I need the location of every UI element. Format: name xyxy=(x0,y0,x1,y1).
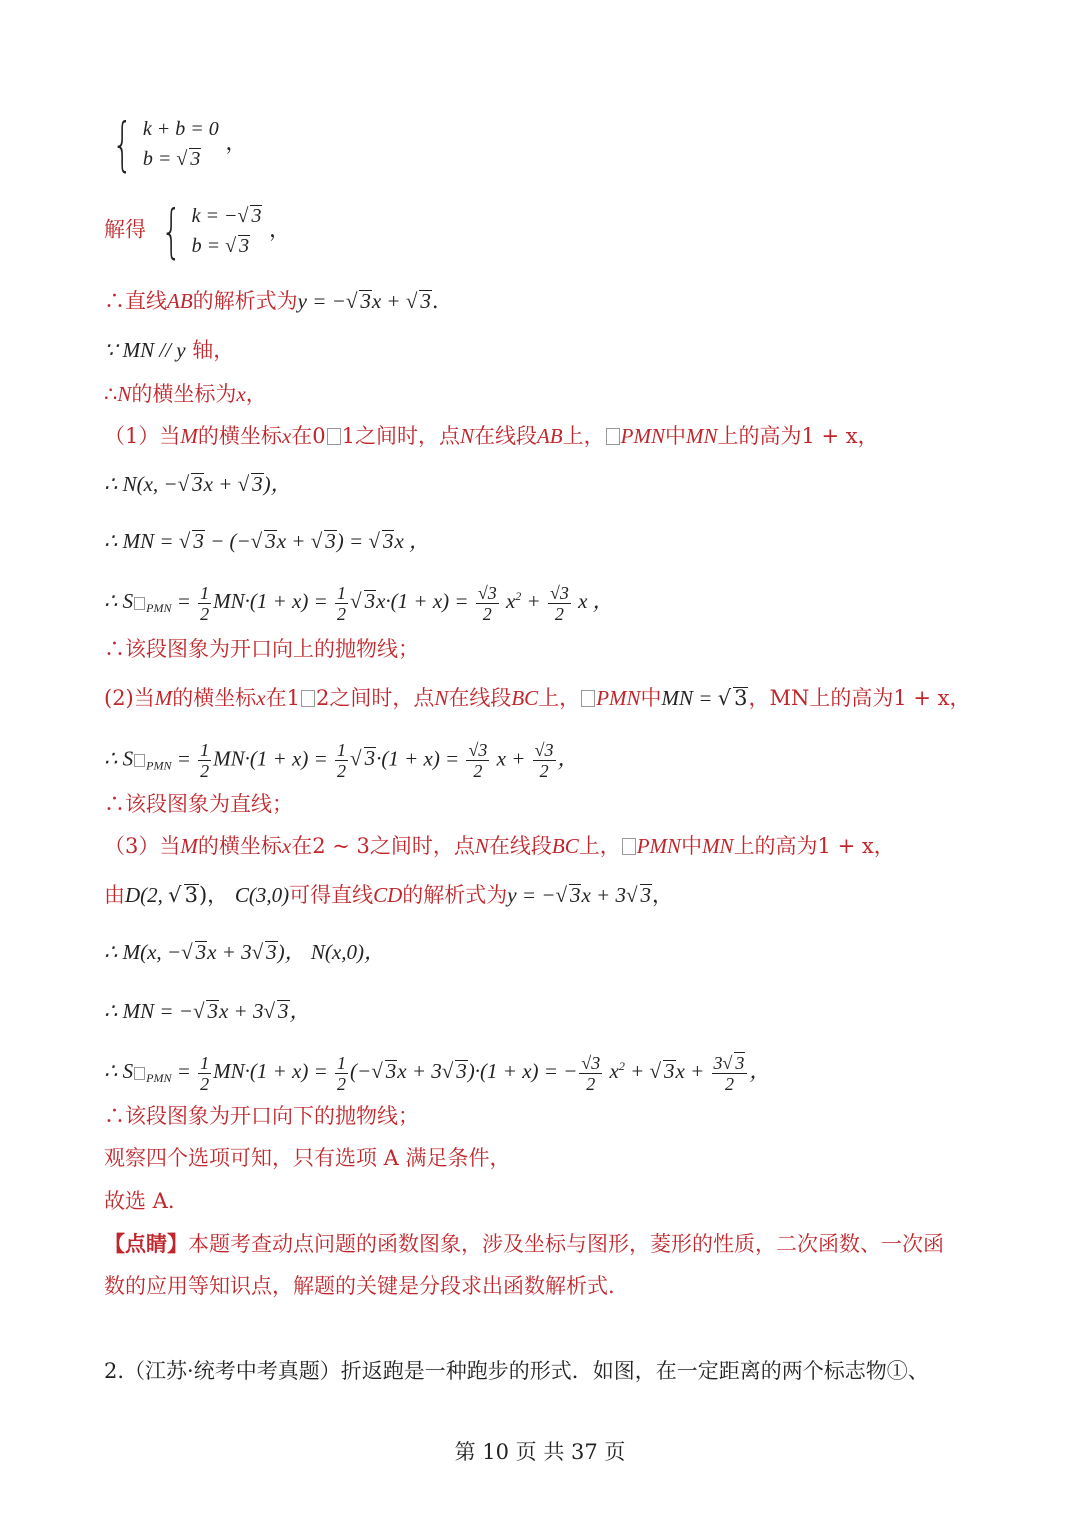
frac-num: 1 xyxy=(337,1052,347,1073)
answer-choice: 故选 A. xyxy=(104,1189,175,1213)
text: 2之间时，点 xyxy=(315,686,435,710)
text: 1之间时，点 xyxy=(341,424,460,448)
math: ∴ S xyxy=(104,589,134,613)
sol-row-2: b = xyxy=(191,235,226,257)
dianjing-line-2: 数的应用等知识点，解题的关键是分段求出函数解析式. xyxy=(104,1274,615,1298)
math: (− xyxy=(350,1059,372,1083)
frac-den: 2 xyxy=(539,761,549,781)
frac-den: 2 xyxy=(724,1074,734,1095)
missing-glyph-icon xyxy=(134,754,145,767)
radicand: 3 xyxy=(265,529,276,553)
subscript: PMN xyxy=(146,601,172,615)
frac-num: 1 xyxy=(200,582,210,603)
math: PMN xyxy=(636,834,682,858)
superscript: 2 xyxy=(515,589,522,603)
frac-num: √3 xyxy=(581,1052,601,1073)
solution-system: 解得 { k = −√ 3 b = √ 3 ， xyxy=(104,197,291,265)
frac-den: 2 xyxy=(473,761,483,781)
radicand: 3 xyxy=(266,940,277,964)
text: (2)当 xyxy=(104,686,155,710)
math: = xyxy=(171,1059,197,1083)
missing-glyph-icon xyxy=(301,690,315,707)
superscript: 2 xyxy=(618,1059,625,1073)
text: 中 xyxy=(640,686,662,710)
math: ∴ M(x, − xyxy=(104,940,182,964)
text: 上的高为1 + x， xyxy=(733,834,895,858)
math: x + xyxy=(491,746,531,771)
frac-num: √3 xyxy=(468,740,488,760)
radicand: 3 xyxy=(664,1059,675,1083)
math: M xyxy=(180,834,198,858)
math: MN·(1 + x) = xyxy=(213,746,334,771)
case-1-heading xyxy=(104,422,879,450)
text: 轴， xyxy=(192,338,235,362)
math: x + 3 xyxy=(581,883,626,907)
missing-glyph-icon xyxy=(581,690,595,707)
punct: ， xyxy=(289,999,311,1023)
case-3-conclusion: ∴该段图象为开口向下的抛物线； xyxy=(104,1104,419,1128)
radicand: 3 xyxy=(184,883,198,907)
math: + xyxy=(624,1059,650,1083)
math: D(2, xyxy=(125,883,169,907)
radicand: 3 xyxy=(456,1059,467,1083)
frac-den: 2 xyxy=(200,603,210,624)
math: N(x,0)， xyxy=(310,940,385,964)
frac-den: 2 xyxy=(554,603,564,624)
text: 在线段 xyxy=(473,424,537,448)
frac-num: 1 xyxy=(200,1052,210,1073)
text: 中 xyxy=(664,424,686,448)
math: x xyxy=(256,686,266,710)
math: MN = xyxy=(661,686,718,710)
math: y = − xyxy=(297,289,346,313)
radicand: 3 xyxy=(252,472,263,496)
case-3-points: ∴ M(x, −√ 3x + 3√ 3)， N(x,0)， xyxy=(104,940,385,964)
math: x·(1 + x) = xyxy=(376,589,474,613)
text: ∴直线 xyxy=(104,289,167,313)
math: )·(1 + x) = − xyxy=(467,1059,578,1083)
radicand: 3 xyxy=(734,686,748,710)
text: 的横坐标 xyxy=(197,424,282,448)
case-3-mn: ∴ MN = −√ 3x + 3√ 3， xyxy=(104,999,311,1023)
math: AB xyxy=(536,424,563,448)
radicand: 3 xyxy=(385,1059,397,1083)
radicand: 3 xyxy=(382,529,394,553)
punct: ， xyxy=(269,217,291,242)
math: N xyxy=(117,382,132,406)
radicand: 3 xyxy=(364,746,376,771)
math: x xyxy=(236,382,246,406)
radicand: 3 xyxy=(640,883,651,907)
math: x xyxy=(281,834,292,858)
math: M xyxy=(154,686,173,710)
dianjing-tag: 【点睛】 xyxy=(104,1231,188,1256)
mn-parallel-y xyxy=(104,336,234,364)
text: （3）当 xyxy=(104,834,181,858)
math: )， xyxy=(198,883,229,907)
math: x + xyxy=(675,1059,710,1083)
math: − (− xyxy=(204,529,251,553)
text: 在线段 xyxy=(488,834,552,858)
frac-num: 1 xyxy=(337,740,347,760)
punct: ， xyxy=(749,1059,771,1083)
text: 由 xyxy=(104,883,125,907)
radicand: 3 xyxy=(569,883,581,907)
missing-glyph-icon xyxy=(622,838,636,855)
math: )， xyxy=(277,940,306,964)
math: AB xyxy=(167,289,193,313)
math: x ， xyxy=(394,529,431,553)
frac-num: √3 xyxy=(549,582,569,603)
math: N xyxy=(474,834,489,858)
math: )， xyxy=(263,472,292,496)
math: y = − xyxy=(507,883,556,907)
case-3-heading xyxy=(104,832,895,860)
radicand: 3 xyxy=(364,589,376,613)
missing-glyph-icon xyxy=(134,1067,145,1080)
n-abscissa xyxy=(104,380,267,408)
line-ab-equation: ∴直线AB的解析式为y = −√ 3x + √ 3. xyxy=(104,289,439,313)
text: 在线段 xyxy=(448,686,512,710)
math: x xyxy=(500,589,516,613)
math: x + 3 xyxy=(218,999,264,1023)
text: 的解析式为 xyxy=(402,883,508,907)
math: x ， xyxy=(572,589,614,613)
sol-row-1: k = − xyxy=(191,205,238,227)
math: ∴ MN = − xyxy=(104,999,193,1023)
case-1-mn: ∴ MN = √ 3 − (−√ 3x + √ 3) = √ 3x ， xyxy=(104,529,431,553)
frac-den: 2 xyxy=(586,1073,596,1094)
math: MN·(1 + x) = xyxy=(213,589,334,613)
punct: ， xyxy=(225,130,247,155)
subscript: PMN xyxy=(146,1071,172,1085)
text: 上， xyxy=(538,686,581,710)
brace-icon: { xyxy=(160,197,182,265)
text: ∴ xyxy=(104,382,118,406)
dianjing-line-1 xyxy=(104,1230,944,1258)
math: ∴ N(x, − xyxy=(104,472,178,496)
brace-icon: { xyxy=(112,110,133,178)
text: 的横坐标 xyxy=(197,834,282,858)
radicand: 3 xyxy=(239,235,250,257)
system-row-2: b = xyxy=(142,148,177,170)
frac-den: 2 xyxy=(200,1073,210,1094)
frac-num: √3 xyxy=(534,740,554,760)
math: x + xyxy=(203,472,238,496)
text: 上， xyxy=(562,424,605,448)
math: ∴ S xyxy=(104,746,134,771)
math: PMN xyxy=(596,686,641,710)
math: BC xyxy=(511,686,539,710)
radicand: 3 xyxy=(195,940,207,964)
case-2-area: ∴ S $_{PMN}$ = $\frac{1}{2}$ MN·(1 + x) = $\frac{1}{2}$ √ 3·(1 + x) = $\frac{√3}{2}$ x + $\frac{√3}{2}$ ， xyxy=(104,740,579,781)
frac-den: 2 xyxy=(200,761,210,781)
math: + xyxy=(521,589,546,613)
frac-den: 2 xyxy=(482,603,492,624)
frac-den: 2 xyxy=(337,603,347,624)
math: BC xyxy=(551,834,579,858)
case-1-conclusion: ∴该段图象为开口向上的抛物线； xyxy=(104,637,419,661)
math: N xyxy=(434,686,449,710)
radicand: 3 xyxy=(735,1053,745,1074)
text: 在2 ~ 3之间时，点 xyxy=(291,834,475,858)
math: x + xyxy=(276,529,311,553)
radicand: 3 xyxy=(207,999,218,1023)
subscript: PMN xyxy=(146,758,172,773)
frac-den: 2 xyxy=(337,761,347,781)
radicand: 3 xyxy=(360,289,371,313)
question-2-heading: 2.（江苏·统考中考真题）折返跑是一种跑步的形式．如图，在一定距离的两个标志物①、 xyxy=(104,1359,929,1383)
math: x + 3 xyxy=(207,940,252,964)
math: = xyxy=(171,589,197,613)
text: 在0 xyxy=(291,424,326,448)
math: CD xyxy=(373,883,403,907)
missing-glyph-icon xyxy=(134,597,145,610)
math: x xyxy=(604,1059,619,1083)
system-row-1: k + b = 0 xyxy=(142,118,219,140)
radicand: 3 xyxy=(193,529,204,553)
observe-options: 观察四个选项可知，只有选项 A 满足条件， xyxy=(104,1146,511,1170)
radicand: 3 xyxy=(251,205,262,227)
text: 上的高为1 + x， xyxy=(717,424,879,448)
text: 可得直线 xyxy=(289,883,374,907)
case-1-n-coords: ∴ N(x, −√ 3x + √ 3)， xyxy=(104,472,292,496)
text: （1）当 xyxy=(104,424,181,448)
missing-glyph-icon xyxy=(606,428,620,445)
frac-num: 1 xyxy=(337,582,347,603)
punct: ， xyxy=(652,883,673,907)
case-3-cd-line: 由D(2, √ 3)， C(3,0)可得直线CD的解析式为y = −√ 3x + 3√ 3， xyxy=(104,883,673,907)
math: x xyxy=(281,424,292,448)
frac-den: 2 xyxy=(337,1073,347,1094)
punct: . xyxy=(431,289,439,313)
frac-num: 1 xyxy=(200,740,210,760)
math: = xyxy=(171,746,197,771)
frac-num: 3 xyxy=(713,1053,723,1074)
math: ) = xyxy=(336,529,369,553)
case-3-area: ∴ S $_{PMN}$ = $\frac{1}{2}$ MN·(1 + x) = $\frac{1}{2}$ (−√ 3x + 3√ 3)·(1 + x) = − $\frac{√3}{2}$ $x^2$ + √ 3x + $\frac{3√ 3}{2}$ ， xyxy=(104,1052,771,1095)
equation-system-1: { k + b = 0 b = √ 3 ， xyxy=(112,110,247,178)
math: x + 3 xyxy=(397,1059,442,1083)
case-1-area: ∴ S $_{PMN}$ = $\frac{1}{2}$ MN·(1 + x) = $\frac{1}{2}$ √ 3x·(1 + x) = $\frac{√3}{2}$ $x^2$ + $\frac{√3}{2}$ x ， xyxy=(104,582,614,624)
math: M xyxy=(180,424,198,448)
math: ·(1 + x) = xyxy=(376,746,465,771)
math: MN·(1 + x) = xyxy=(213,1059,334,1083)
math: MN xyxy=(685,424,718,448)
math: C(3,0) xyxy=(234,883,290,907)
radicand: 3 xyxy=(278,999,289,1023)
text: 中 xyxy=(681,834,703,858)
radicand: 3 xyxy=(420,289,431,313)
case-2-heading: (2)当M的横坐标x在1 2之间时，点N在线段BC上， PMN中MN = √ 3，MN上的高为1 + x， xyxy=(104,686,971,710)
text: 的横坐标 xyxy=(172,686,257,710)
case-2-conclusion: ∴该段图象为直线； xyxy=(104,792,293,816)
math: ∴ MN = xyxy=(104,529,179,553)
missing-glyph-icon xyxy=(327,428,341,445)
math: MN xyxy=(702,834,734,858)
radicand: 3 xyxy=(325,529,336,553)
text: 上， xyxy=(578,834,621,858)
text: 本题考查动点问题的函数图象，涉及坐标与图形，菱形的性质，二次函数、一次函 xyxy=(188,1232,944,1256)
punct: ， xyxy=(557,746,579,771)
punct: ， xyxy=(245,382,267,406)
text: 在1 xyxy=(265,686,300,710)
radicand: 3 xyxy=(192,472,203,496)
solve-label: 解得 xyxy=(104,217,146,242)
math: ∵ MN // y xyxy=(104,338,186,362)
text: ，MN上的高为1 + x， xyxy=(748,686,971,710)
math: PMN xyxy=(620,424,665,448)
math: x + xyxy=(371,289,406,313)
math: ∴ S xyxy=(104,1059,134,1083)
radicand: 3 xyxy=(190,148,201,170)
frac-num: √3 xyxy=(477,582,497,603)
text: 的横坐标为 xyxy=(131,382,237,406)
page-footer: 第 10 页 共 37 页 xyxy=(454,1440,626,1464)
math: N xyxy=(459,424,474,448)
text: 的解析式为 xyxy=(192,289,298,313)
